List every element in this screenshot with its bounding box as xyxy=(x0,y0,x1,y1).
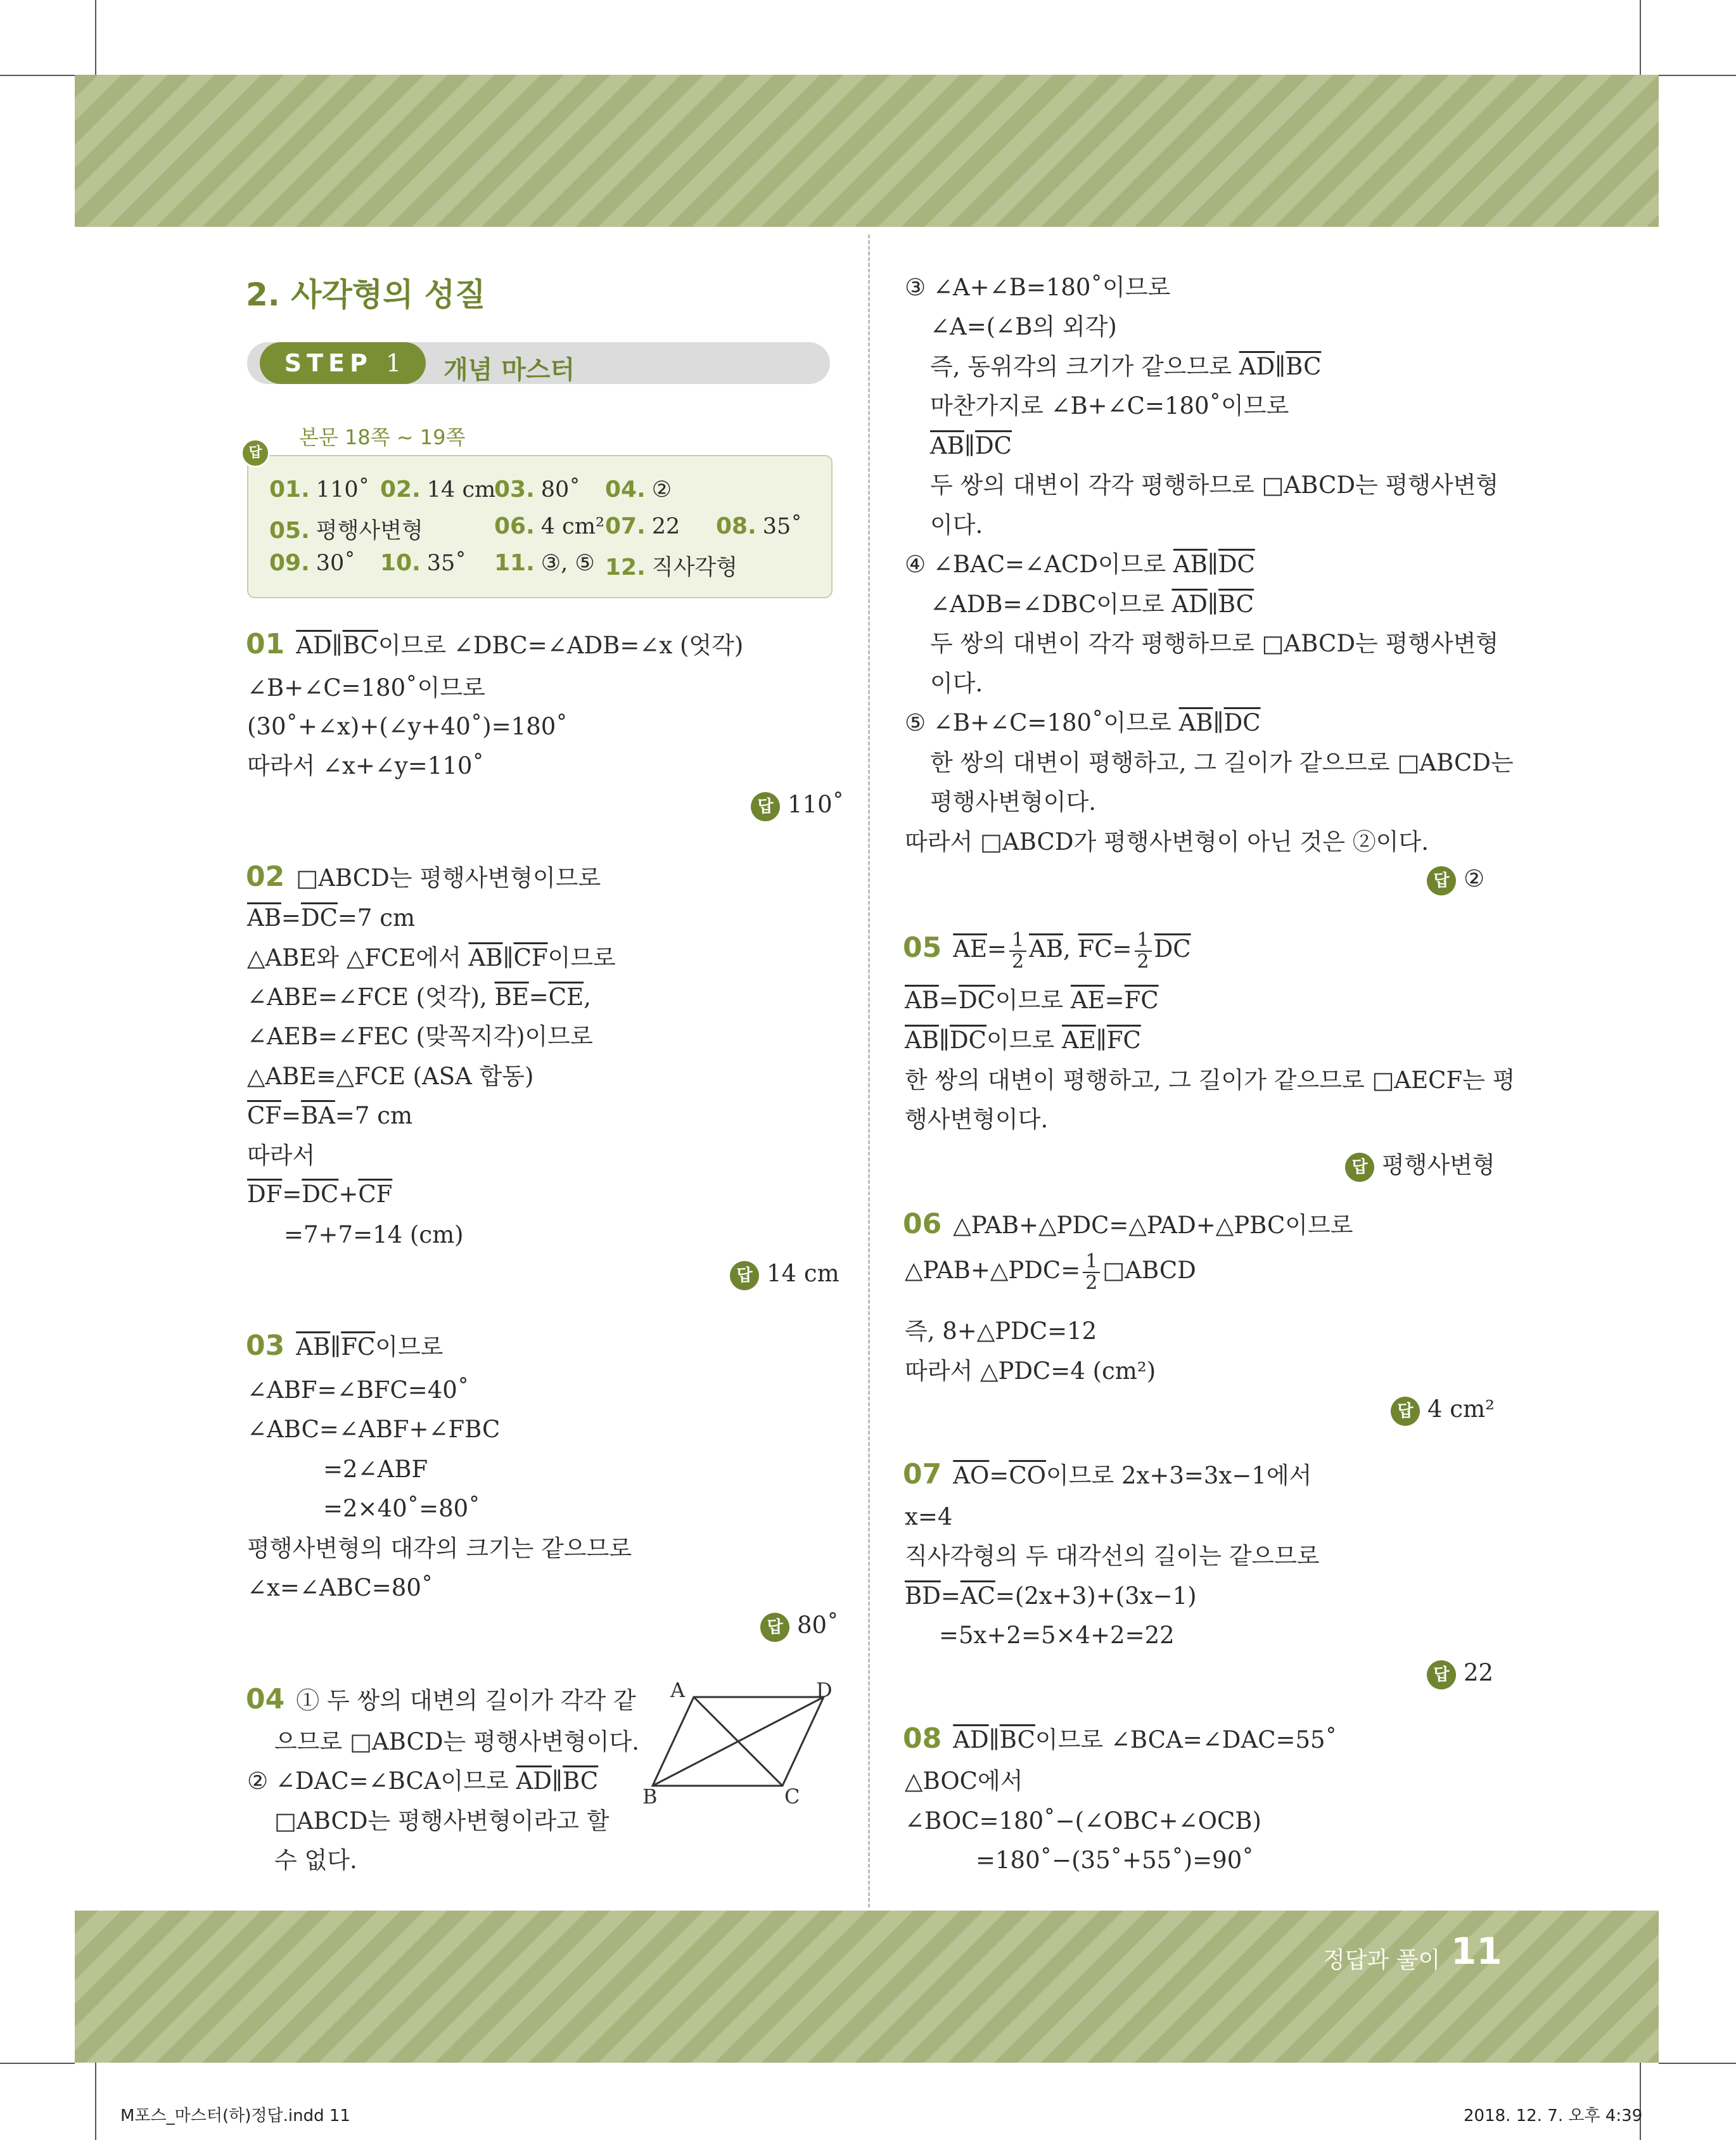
p06-answer: 답 4 cm² xyxy=(1391,1395,1495,1426)
p07-line: 07 $\overline{AO}=\overline{CO}$이므로 2x+3=3x−1에서 xyxy=(903,1458,1312,1490)
p04-line: 한 쌍의 대변이 평행하고, 그 길이가 같으므로 □ABCD는 xyxy=(930,749,1514,776)
vertex-c-label: C xyxy=(784,1784,800,1806)
crop-mark xyxy=(0,2063,75,2064)
p04-line: 두 쌍의 대변이 각각 평행하므로 □ABCD는 평행사변형 xyxy=(930,471,1499,499)
p08-line: =180˚−(35˚+55˚)=90˚ xyxy=(976,1847,1254,1874)
p05-line: 한 쌍의 대변이 평행하고, 그 길이가 같으므로 □AECF는 평 xyxy=(905,1067,1516,1094)
p06-line: 즉, 8+△PDC=12 xyxy=(905,1317,1097,1345)
p06-line: 06 △PAB+△PDC=△PAD+△PBC이므로 xyxy=(903,1208,1353,1240)
p04-answer: 답 ② xyxy=(1427,865,1484,895)
step-pill xyxy=(260,342,426,384)
crop-mark xyxy=(1640,2063,1641,2140)
fraction: $\frac{1}{2}$ xyxy=(1083,1252,1100,1293)
p04-line: 두 쌍의 대변이 각각 평행하므로 □ABCD는 평행사변형 xyxy=(930,630,1499,657)
crop-mark xyxy=(0,75,75,76)
answer-badge: 답 xyxy=(730,1261,759,1290)
crop-mark xyxy=(1659,2063,1736,2064)
answer-item: 09. 30˚ xyxy=(269,550,355,576)
p04-line: ∠ADB=∠DBC이므로 $\overline{AD}\parallel\overline{BC}$ xyxy=(930,591,1254,618)
footer-band xyxy=(75,1911,1659,2063)
crop-mark xyxy=(1659,75,1736,76)
p06-line: 따라서 △PDC=4 (cm²) xyxy=(905,1357,1156,1385)
p02-line: △ABE≡△FCE (ASA 합동) xyxy=(247,1063,534,1090)
answer-item: 06. 4 cm² xyxy=(494,513,604,539)
p05-answer: 답 평행사변형 xyxy=(1345,1146,1495,1182)
p07-line: $\overline{BD}=\overline{AC}=(2x+3)+(3x-1)$ xyxy=(905,1582,1197,1610)
p02-line: 따라서 xyxy=(247,1142,316,1169)
answer-item: 01. 110˚ xyxy=(269,477,370,503)
vertex-a-label: A xyxy=(670,1679,686,1702)
vertex-d-label: D xyxy=(816,1679,833,1702)
p04-line: □ABCD는 평행사변형이라고 할 xyxy=(274,1807,610,1835)
answer-badge: 답 xyxy=(241,439,270,468)
p02-answer: 답 14 cm xyxy=(730,1260,839,1290)
p03-answer: 답 80˚ xyxy=(760,1611,839,1642)
p04-line: 따라서 □ABCD가 평행사변형이 아닌 것은 ②이다. xyxy=(905,828,1429,855)
header-band xyxy=(75,75,1659,227)
p04-line: 즉, 동위각의 크기가 같으므로 $\overline{AD}\parallel\overline{BC}$ xyxy=(930,353,1322,380)
column-divider xyxy=(868,234,870,1907)
section-title: 2. 사각형의 성질 xyxy=(246,276,486,313)
p05-line: $\overline{AB}=\overline{DC}$이므로 $\overline{AE}=\overline{FC}$ xyxy=(905,987,1159,1014)
answer-item: 04. ② xyxy=(605,477,672,503)
p08-line: △BOC에서 xyxy=(905,1767,1023,1795)
p04-line: 이다. xyxy=(930,670,983,697)
page-number: 11 xyxy=(1451,1930,1502,1973)
p02-line: =7+7=14 (cm) xyxy=(284,1221,464,1248)
p08-line: ∠BOC=180˚−(∠OBC+∠OCB) xyxy=(905,1807,1261,1835)
p04-line: 수 없다. xyxy=(274,1847,357,1874)
answer-badge: 답 xyxy=(1427,1660,1456,1689)
answer-item: 07. 22 xyxy=(605,513,680,539)
p03-line: =2∠ABF xyxy=(323,1456,428,1483)
p03-line: 평행사변형의 대각의 크기는 같으므로 xyxy=(247,1535,632,1562)
p01-line: (30˚+∠x)+(∠y+40˚)=180˚ xyxy=(247,713,568,740)
p07-line: 직사각형의 두 대각선의 길이는 같으므로 xyxy=(905,1542,1320,1570)
p04-line: 04 ① 두 쌍의 대변의 길이가 각각 같 xyxy=(246,1683,636,1715)
p04-line: 이다. xyxy=(930,511,983,539)
crop-mark xyxy=(1640,0,1641,75)
p02-line: $\overline{DF}=\overline{DC}+\overline{CF}$ xyxy=(247,1181,393,1208)
p07-answer: 답 22 xyxy=(1427,1659,1493,1689)
step-label: STEP xyxy=(284,349,373,377)
step-number: 1 xyxy=(386,349,402,377)
p03-line: 03 $\overline{AB}\parallel\overline{FC}$이므로 xyxy=(246,1329,444,1362)
answer-item: 02. 14 cm xyxy=(380,477,496,503)
p05-line: $\overline{AB}\parallel\overline{DC}$이므로 $\overline{AE}\parallel\overline{FC}$ xyxy=(905,1027,1141,1054)
p02-line: 02 □ABCD는 평행사변형이므로 xyxy=(246,861,601,893)
p04-line: ② ∠DAC=∠BCA이므로 $\overline{AD}\parallel\overline{BC}$ xyxy=(247,1767,599,1795)
answer-badge: 답 xyxy=(760,1613,789,1642)
p02-line: $\overline{AB}=\overline{DC}=7$ cm xyxy=(247,904,416,932)
p04-line: $\overline{AB}\parallel\overline{DC}$ xyxy=(930,432,1012,459)
answer-badge: 답 xyxy=(1427,866,1456,895)
p04-line: 마찬가지로 ∠B+∠C=180˚이므로 xyxy=(930,392,1289,420)
p02-line: $\overline{CF}=\overline{BA}=7$ cm xyxy=(247,1102,413,1129)
p02-line: ∠AEB=∠FEC (맞꼭지각)이므로 xyxy=(247,1023,593,1050)
p04-line: ⑤ ∠B+∠C=180˚이므로 $\overline{AB}\parallel\overline{DC}$ xyxy=(905,709,1261,736)
p03-line: =2×40˚=80˚ xyxy=(323,1495,480,1522)
p04-line: ③ ∠A+∠B=180˚이므로 xyxy=(905,274,1171,301)
parallelogram-figure xyxy=(640,1679,843,1806)
p07-line: =5x+2=5×4+2=22 xyxy=(939,1622,1175,1649)
answer-badge: 답 xyxy=(1345,1153,1374,1182)
crop-mark xyxy=(95,0,96,75)
p03-line: ∠ABC=∠ABF+∠FBC xyxy=(247,1416,501,1443)
answer-badge: 답 xyxy=(751,792,780,821)
p04-line: ∠A=(∠B의 외각) xyxy=(930,313,1117,340)
file-slug: M포스_마스터(하)정답.indd 11 xyxy=(120,2106,350,2125)
fraction: $\frac{1}{2}$ xyxy=(1135,930,1152,971)
fraction: $\frac{1}{2}$ xyxy=(1009,930,1026,971)
p08-line: 08 $\overline{AD}\parallel\overline{BC}$이므로 ∠BCA=∠DAC=55˚ xyxy=(903,1722,1337,1755)
answer-item: 03. 80˚ xyxy=(494,477,580,503)
answer-item: 08. 35˚ xyxy=(716,513,802,539)
answer-item: 12. 직사각형 xyxy=(605,554,738,580)
p01-line: 따라서 ∠x+∠y=110˚ xyxy=(247,752,484,779)
p01-line: ∠B+∠C=180˚이므로 xyxy=(247,674,485,702)
p06-line: △PAB+△PDC= $\frac{1}{2}$ □ABCD xyxy=(905,1250,1196,1294)
p02-line: ∠ABE=∠FCE (엇각), $\overline{BE}=\overline{CE}$, xyxy=(247,984,591,1011)
p02-line: △ABE와 △FCE에서 $\overline{AB}\parallel\overline{CF}$이므로 xyxy=(247,944,616,971)
p01-line: 01 $\overline{AD}\parallel\overline{BC}$이므로 ∠DBC=∠ADB=∠x (엇각) xyxy=(246,628,744,660)
p03-line: ∠x=∠ABC=80˚ xyxy=(247,1574,433,1601)
answer-item: 05. 평행사변형 xyxy=(269,518,423,544)
p01-answer: 답 110˚ xyxy=(751,791,844,821)
p04-line: 으므로 □ABCD는 평행사변형이다. xyxy=(274,1728,639,1755)
p05-line: 행사변형이다. xyxy=(905,1106,1049,1133)
answer-item: 10. 35˚ xyxy=(380,550,466,576)
page-range: 본문 18쪽 ~ 19쪽 xyxy=(299,425,466,449)
vertex-b-label: B xyxy=(642,1784,658,1806)
step-name: 개념 마스터 xyxy=(444,356,575,385)
crop-mark xyxy=(95,2063,96,2140)
p03-line: ∠ABF=∠BFC=40˚ xyxy=(247,1376,469,1404)
p07-line: x=4 xyxy=(905,1503,953,1530)
answer-badge: 답 xyxy=(1391,1397,1420,1426)
print-date: 2018. 12. 7. 오후 4:39 xyxy=(1464,2106,1643,2125)
p04-line: 평행사변형이다. xyxy=(930,788,1096,816)
footer-label: 정답과 풀이 xyxy=(1323,1947,1441,1973)
p04-line: ④ ∠BAC=∠ACD이므로 $\overline{AB}\parallel\overline{DC}$ xyxy=(905,551,1255,578)
p05-line: 05 $\overline{AE}=$ $\frac{1}{2}$ $\overline{AB}$, $\overline{FC}=$ $\frac{1}{2}$ $\overline{DC}$ xyxy=(903,929,1191,973)
answer-item: 11. ③, ⑤ xyxy=(494,550,595,576)
